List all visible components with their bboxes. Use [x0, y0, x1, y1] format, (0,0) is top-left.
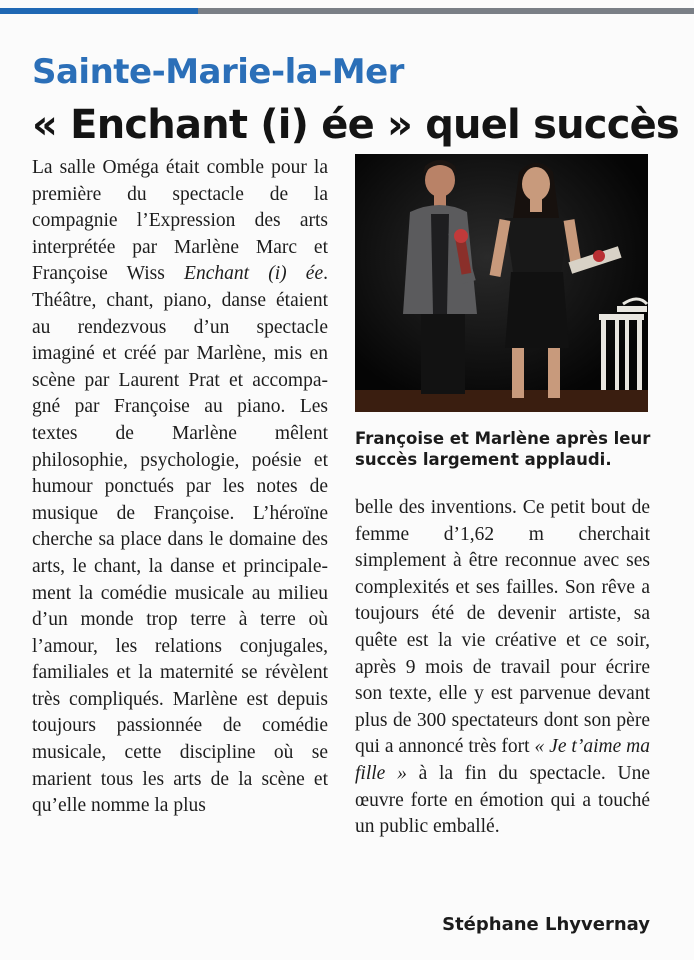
body-text: La salle Oméga était comble pour la première du spectacle de la compagnie l’Expression des arts interprétée par Marlène Marc et Françoise Wiss: [32, 157, 328, 285]
stage-photo-illustration: [355, 154, 648, 412]
article-body-right-column: [355, 495, 650, 841]
quote-text: « Je t’aime ma fille »: [355, 736, 650, 784]
article-photo: [355, 154, 648, 412]
article-paragraph-left: [32, 155, 328, 820]
author-signature: Stéphane Lhyvernay: [442, 914, 650, 935]
body-text: belle des inventions. Ce petit bout de femme d’1,62 m cherchait simplement à être reconnue avec ses complexités et ses failles. Son rêve a toujours été de devenir artiste, sa quête est la vie créative et ce soir, après 9 mois de travail pour écrire son texte, elle y est parvenue devant plus de 300 spectateurs dont son père qui a annoncé très fort: [355, 497, 650, 758]
photo-caption: Françoise et Marlène après leur succès largement applaudi.: [355, 429, 651, 469]
article-kicker: Sainte-Marie-la-Mer: [32, 52, 404, 92]
body-text: à la fin du spectacle. Une œuvre forte en émotion qui a touché un public emballé.: [355, 762, 651, 838]
article-paragraph-right: [355, 495, 650, 841]
article-body-left-column: [32, 155, 328, 820]
show-title: Enchant (i) ée: [184, 263, 324, 285]
top-rule-accent: [0, 8, 198, 14]
body-text: . Théâtre, chant, piano, danse étaient au rendezvous d’un spectacle imaginé et créé par Marlène, mis en scène par Laurent Prat et accompagné par Françoise au piano. Les textes de Marlène mêlent philosophie, psychologie, poésie et humour ponctués par les notes de musique de Françoise. L’héroïne cherche sa place dans le domaine des arts, le chant, la danse et principalement la comédie musicale au milieu d’un monde trop terre à terre où l’amour, les relations conjugales, familiales et la maternité se révèlent très compliqués. Marlène est depuis toujours passionnée de comédie musicale, cette discipline où se marient tous les arts de la scène et qu’elle nomme la plus: [32, 263, 328, 817]
article-headline: « Enchant (i) ée » quel succès: [32, 102, 679, 148]
